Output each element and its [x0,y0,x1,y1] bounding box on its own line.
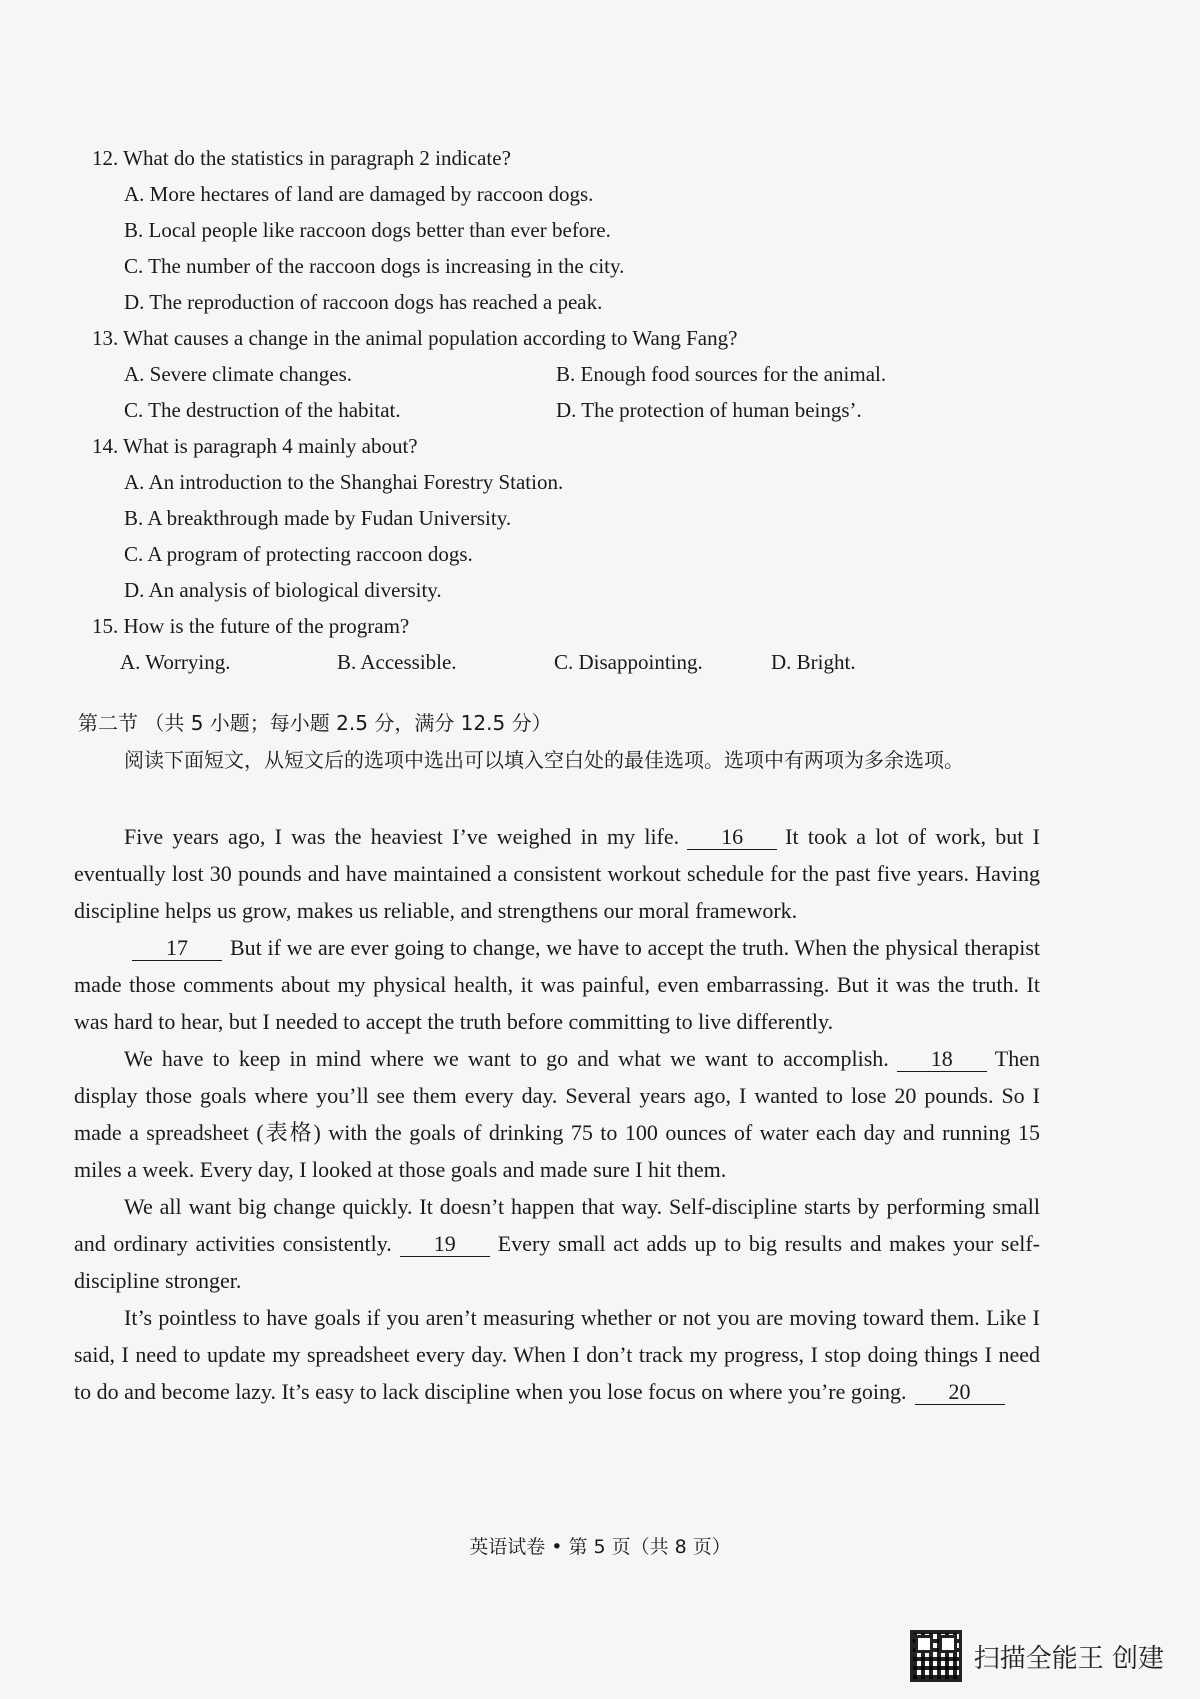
passage-paragraph-1 [74,818,1040,929]
question-12-option-a: A. More hectares of land are damaged by raccoon dogs. [124,182,594,206]
reading-passage [74,818,1040,1410]
question-13-option-b: B. Enough food sources for the animal. [556,362,887,386]
blank-17: 17 [132,936,222,961]
passage-paragraph-4 [74,1188,1040,1299]
question-15-option-a: A. Worrying. [120,650,231,674]
paragraph-5-text-before: It’s pointless to have goals if you aren’t measuring whether or not you are moving toward them. Like I said, I need to update my spreadsheet every day. When I don’t track my progress, I stop doing things I need to do and become lazy. It’s easy to lack discipline when you lose focus on where you’re going. [74,1305,1040,1404]
blank-19: 19 [400,1232,490,1257]
watermark-text: 扫描全能王 创建 [973,1643,1164,1674]
question-12-option-c: C. The number of the raccoon dogs is increasing in the city. [124,254,625,278]
scanner-watermark [910,1630,1164,1682]
paragraph-3-text-after: Then display those goals where you’ll see them every day. Several years ago, I wanted to lose 20 pounds. So I made a spreadsheet (表格) with the goals of drinking 75 to 100 ounces of water each day and running 15 miles a week. Every day, I looked at those goals and made sure I hit them. [74,1046,1040,1182]
blank-20: 20 [915,1380,1005,1405]
paragraph-1-text-after: It took a lot of work, but I eventually lost 30 pounds and have maintained a consistent workout schedule for the past five years. Having discipline helps us grow, makes us reliable, and strengthens our moral framework. [74,824,1040,923]
section-2-instruction: 阅读下面短文，从短文后的选项中选出可以填入空白处的最佳选项。选项中有两项为多余选项。 [124,748,964,772]
question-13-option-c: C. The destruction of the habitat. [124,398,401,422]
passage-paragraph-5 [74,1299,1040,1410]
question-13-options-row-2 [88,392,988,428]
section-2-header [78,705,1038,779]
question-12-option-b: B. Local people like raccoon dogs better than ever before. [124,218,611,242]
question-13-stem: 13. What causes a change in the animal population according to Wang Fang? [92,326,738,350]
blank-18: 18 [897,1047,987,1072]
question-13-option-a: A. Severe climate changes. [124,362,352,386]
question-14-option-d: D. An analysis of biological diversity. [124,578,442,602]
qr-code-icon [910,1630,962,1682]
question-14-option-c: C. A program of protecting raccoon dogs. [124,542,473,566]
question-14-option-a: A. An introduction to the Shanghai Forestry Station. [124,470,564,494]
question-15-option-b: B. Accessible. [337,650,457,674]
paragraph-2-text-after: But if we are ever going to change, we have to accept the truth. When the physical therapist made those comments about my physical health, it was painful, even embarrassing. But it was the truth. It was hard to hear, but I needed to accept the truth before committing to live differently. [74,935,1040,1034]
paragraph-1-text-before: Five years ago, I was the heaviest I’ve weighed in my life. [124,824,680,849]
question-15-option-d: D. Bright. [771,650,856,674]
question-15-stem: 15. How is the future of the program? [92,614,410,638]
paragraph-4-text-before: We all want big change quickly. It doesn’t happen that way. Self-discipline starts by performing small and ordinary activities consistently. [74,1194,1040,1256]
paragraph-3-text-before: We have to keep in mind where we want to go and what we want to accomplish. [124,1046,889,1071]
question-12-option-d: D. The reproduction of raccoon dogs has reached a peak. [124,290,603,314]
passage-paragraph-2 [74,929,1040,1040]
page-footer: 英语试卷 • 第 5 页（共 8 页） [469,1536,731,1558]
question-15-option-c: C. Disappointing. [554,650,703,674]
passage-paragraph-3 [74,1040,1040,1188]
paragraph-4-text-after: Every small act adds up to big results and makes your self-discipline stronger. [74,1231,1040,1293]
question-13-options-row-1 [88,356,988,392]
question-13-option-d: D. The protection of human beings’. [556,398,862,422]
blank-16: 16 [687,825,777,850]
question-block [88,140,988,680]
question-14-stem: 14. What is paragraph 4 mainly about? [92,434,418,458]
question-12-stem: 12. What do the statistics in paragraph 2 indicate? [92,146,511,170]
section-2-title: 第二节 （共 5 小题；每小题 2.5 分，满分 12.5 分） [78,711,552,735]
question-14-option-b: B. A breakthrough made by Fudan University. [124,506,512,530]
question-15-options-row [88,644,988,680]
